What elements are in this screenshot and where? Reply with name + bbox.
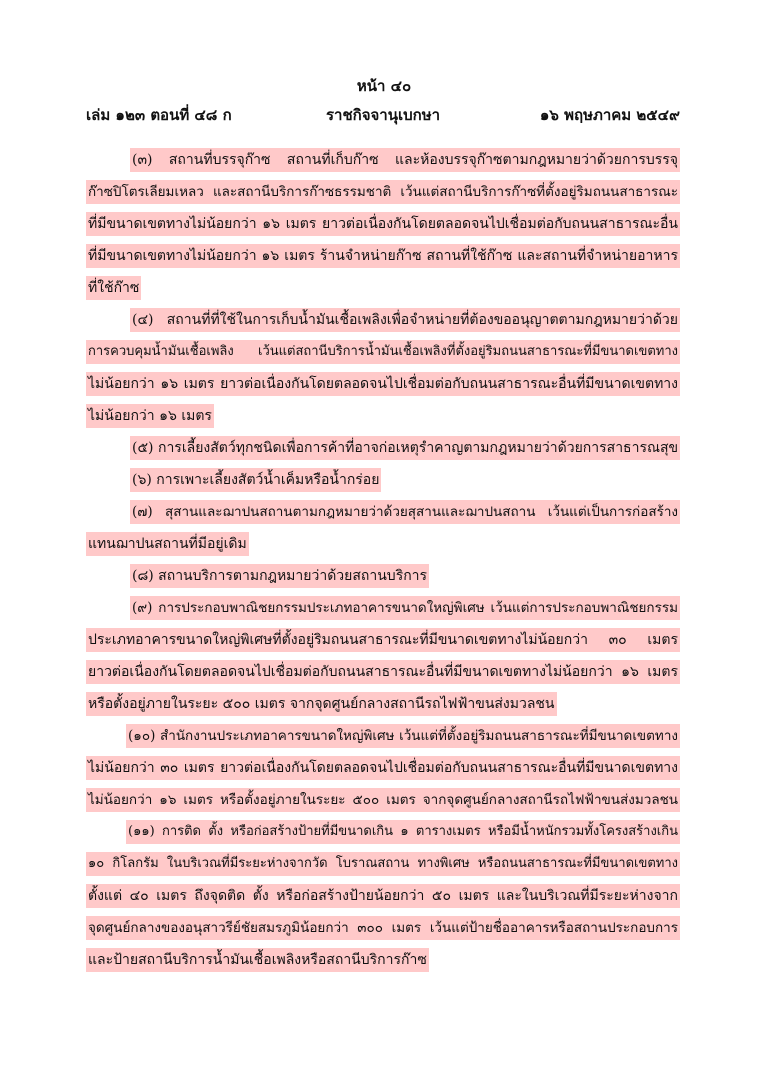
text-line bbox=[130, 500, 680, 524]
text-line bbox=[86, 244, 680, 268]
text-line bbox=[86, 948, 429, 972]
highlighted-text: (๘) สถานบริการตามกฎหมายว่าด้วยสถานบริการ bbox=[130, 564, 429, 588]
publication-date: ๑๖ พฤษภาคม ๒๕๔๙ bbox=[539, 106, 680, 124]
highlighted-text: (๙) การประกอบพาณิชยกรรมประเภทอาคารขนาดใหญ่พิเศษ เว้นแต่การประกอบพาณิชยกรรม bbox=[130, 596, 680, 620]
publication-name: ราชกิจจานุเบกษา bbox=[325, 106, 441, 124]
highlighted-text: ๑๐ กิโลกรัม ในบริเวณที่มีระยะห่างจากวัด โบราณสถาน ทางพิเศษ หรือถนนสาธารณะที่มีขนาดเขตทาง bbox=[86, 852, 680, 876]
gazette-header bbox=[86, 104, 680, 126]
highlighted-text: ไม่น้อยกว่า ๑๖ เมตร ยาวต่อเนื่องกันโดยตลอดจนไปเชื่อมต่อกับถนนสาธารณะอื่นที่มีขนาดเขตทาง bbox=[86, 372, 680, 396]
text-line bbox=[130, 596, 680, 620]
highlighted-text: ที่มีขนาดเขตทางไม่น้อยกว่า ๑๖ เมตร ร้านจำหน่ายก๊าซ สถานที่ใช้ก๊าซ และสถานที่จำหน่ายอาหาร bbox=[86, 244, 680, 268]
highlighted-text: ก๊าซปิโตรเลียมเหลว และสถานีบริการก๊าซธรรมชาติ เว้นแต่สถานีบริการก๊าซที่ตั้งอยู่ริมถนนสาธารณะ bbox=[86, 180, 680, 204]
highlighted-text: (๕) การเลี้ยงสัตว์ทุกชนิดเพื่อการค้าที่อาจก่อเหตุรำคาญตามกฎหมายว่าด้วยการสาธารณสุข bbox=[130, 436, 680, 460]
text-line bbox=[86, 852, 680, 876]
text-line bbox=[86, 212, 680, 236]
highlighted-text: (๑๑) การติด ตั้ง หรือก่อสร้างป้ายที่มีขนาดเกิน ๑ ตารางเมตร หรือมีน้ำหนักรวมทั้งโครงสร้างเกิน bbox=[126, 820, 680, 844]
text-line bbox=[86, 340, 680, 364]
page-number: หน้า ๔๐ bbox=[356, 77, 412, 95]
highlighted-text: ยาวต่อเนื่องกันโดยตลอดจนไปเชื่อมต่อกับถนนสาธารณะอื่นที่มีขนาดเขตทางไม่น้อยกว่า ๑๖ เมตร bbox=[86, 660, 680, 684]
text-line bbox=[86, 660, 680, 684]
highlighted-text: ตั้งแต่ ๔๐ เมตร ถึงจุดติด ตั้ง หรือก่อสร้างป้ายน้อยกว่า ๕๐ เมตร และในบริเวณที่มีระยะห่างจาก bbox=[86, 884, 680, 908]
highlighted-text: (๖) การเพาะเลี้ยงสัตว์น้ำเค็มหรือน้ำกร่อย bbox=[130, 468, 381, 492]
text-line bbox=[130, 148, 680, 172]
highlighted-text: ประเภทอาคารขนาดใหญ่พิเศษที่ตั้งอยู่ริมถนนสาธารณะที่มีขนาดเขตทางไม่น้อยกว่า ๓๐ เมตร bbox=[86, 628, 680, 652]
highlighted-text: ที่ใช้ก๊าซ bbox=[86, 276, 141, 300]
highlighted-text: แทนฌาปนสถานที่มีอยู่เดิม bbox=[86, 532, 249, 556]
highlighted-text: (๔) สถานที่ที่ใช้ในการเก็บน้ำมันเชื้อเพลิงเพื่อจำหน่ายที่ต้องขออนุญาตตามกฎหมายว่าด้วย bbox=[130, 308, 680, 332]
highlighted-text: การควบคุมน้ำมันเชื้อเพลิง เว้นแต่สถานีบริการน้ำมันเชื้อเพลิงที่ตั้งอยู่ริมถนนสาธารณะที่มีขนาดเขตทาง bbox=[86, 340, 680, 364]
highlighted-text: จุดศูนย์กลางของอนุสาวรีย์ชัยสมรภูมิน้อยกว่า ๓๐๐ เมตร เว้นแต่ป้ายชื่ออาคารหรือสถานประกอบการ bbox=[86, 916, 680, 940]
text-line bbox=[86, 788, 680, 812]
text-line bbox=[86, 372, 680, 396]
text-line bbox=[86, 756, 680, 780]
highlighted-text: ไม่น้อยกว่า ๓๐ เมตร ยาวต่อเนื่องกันโดยตลอดจนไปเชื่อมต่อกับถนนสาธารณะอื่นที่มีขนาดเขตทาง bbox=[86, 756, 680, 780]
volume-issue: เล่ม ๑๒๓ ตอนที่ ๔๘ ก bbox=[86, 106, 232, 124]
text-line bbox=[86, 884, 680, 908]
text-line bbox=[86, 180, 680, 204]
highlighted-text: (๗) สุสานและฌาปนสถานตามกฎหมายว่าด้วยสุสานและฌาปนสถาน เว้นแต่เป็นการก่อสร้าง bbox=[130, 500, 680, 524]
text-line bbox=[86, 628, 680, 652]
text-line bbox=[86, 692, 557, 716]
highlighted-text: หรือตั้งอยู่ภายในระยะ ๕๐๐ เมตร จากจุดศูนย์กลางสถานีรถไฟฟ้าขนส่งมวลชน bbox=[86, 692, 557, 716]
highlighted-text: (๓) สถานที่บรรจุก๊าซ สถานที่เก็บก๊าซ และห้องบรรจุก๊าซตามกฎหมายว่าด้วยการบรรจุ bbox=[130, 148, 680, 172]
text-line bbox=[126, 724, 680, 748]
text-line bbox=[86, 532, 249, 556]
text-line bbox=[130, 436, 680, 460]
text-line bbox=[86, 916, 680, 940]
text-line bbox=[126, 820, 680, 844]
text-line bbox=[130, 468, 381, 492]
text-line bbox=[130, 308, 680, 332]
text-line bbox=[86, 276, 141, 300]
highlighted-text: ไม่น้อยกว่า ๑๖ เมตร bbox=[86, 404, 214, 428]
text-line bbox=[86, 404, 214, 428]
highlighted-text: ไม่น้อยกว่า ๑๖ เมตร หรือตั้งอยู่ภายในระยะ ๕๐๐ เมตร จากจุดศูนย์กลางสถานีรถไฟฟ้าขนส่งมวลชน bbox=[86, 788, 680, 812]
highlighted-text: ที่มีขนาดเขตทางไม่น้อยกว่า ๑๖ เมตร ยาวต่อเนื่องกันโดยตลอดจนไปเชื่อมต่อกับถนนสาธารณะอื่น bbox=[86, 212, 680, 236]
highlighted-text: และป้ายสถานีบริการน้ำมันเชื้อเพลิงหรือสถานีบริการก๊าซ bbox=[86, 948, 429, 972]
text-line bbox=[130, 564, 429, 588]
highlighted-text: (๑๐) สำนักงานประเภทอาคารขนาดใหญ่พิเศษ เว้นแต่ที่ตั้งอยู่ริมถนนสาธารณะที่มีขนาดเขตทาง bbox=[126, 724, 680, 748]
